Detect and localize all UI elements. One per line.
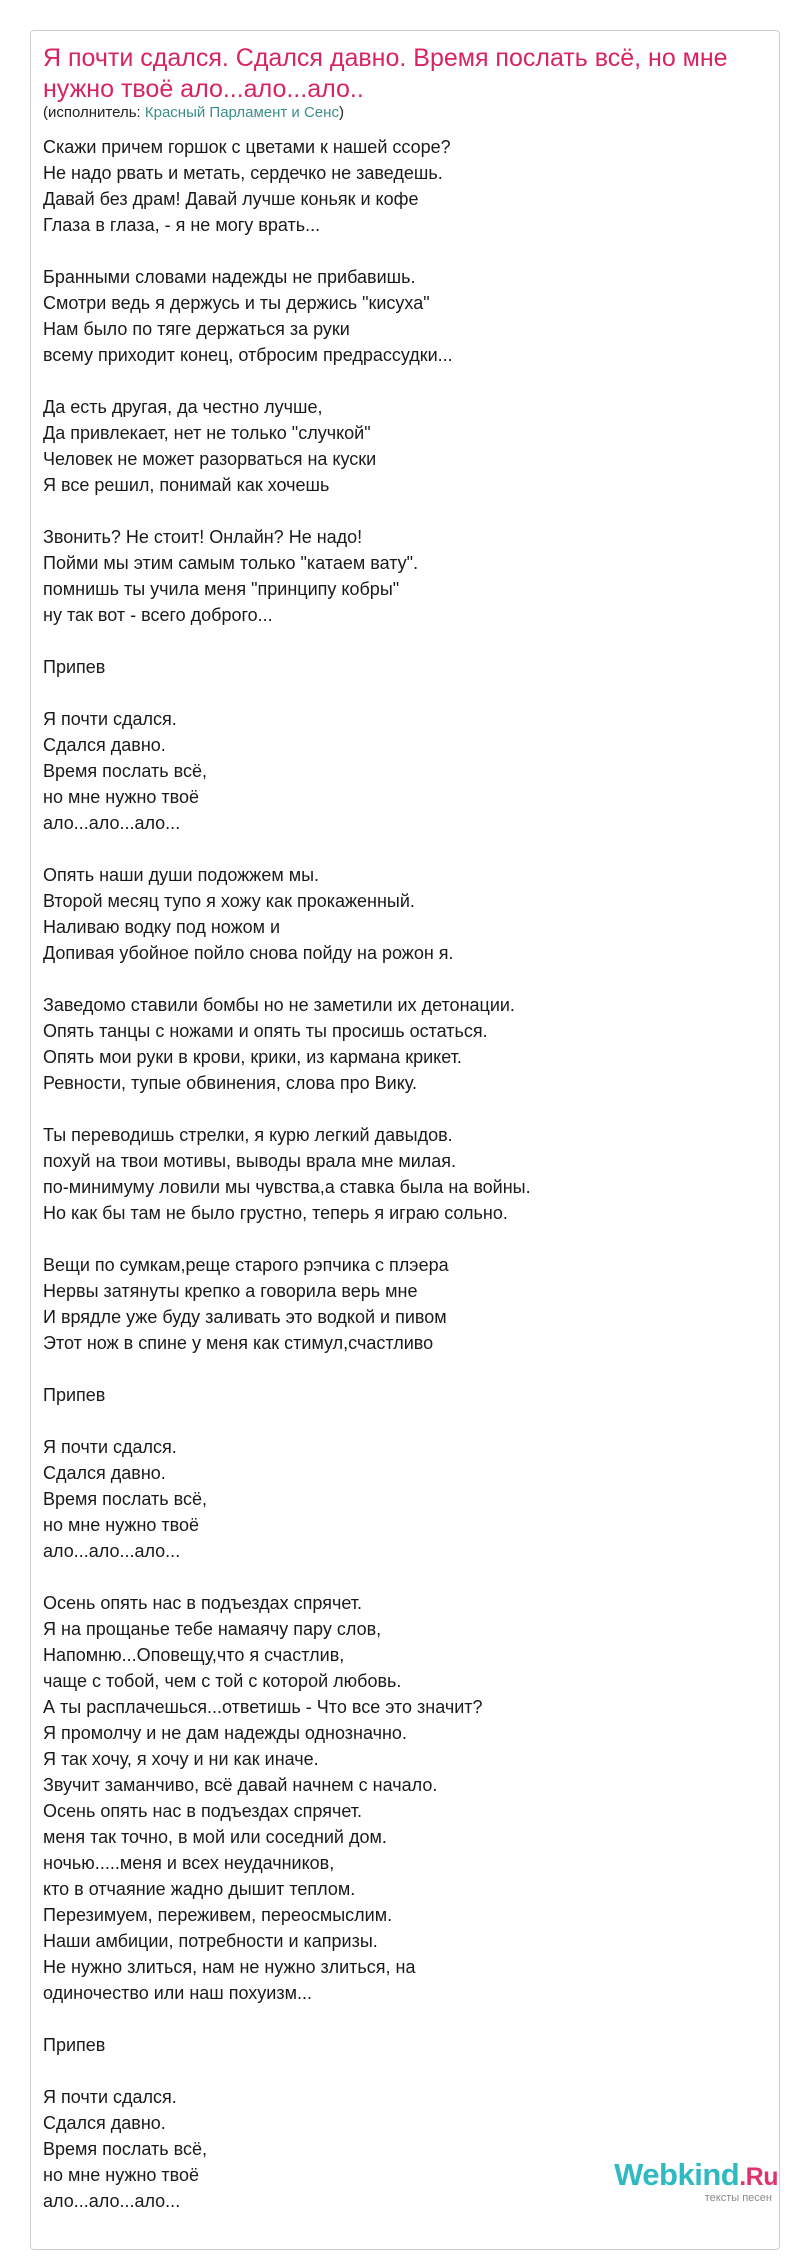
song-title: Я почти сдался. Сдался давно. Время послать всё, но мне нужно твоё ало...ало...ало..	[43, 44, 728, 103]
byline-prefix: (исполнитель:	[43, 104, 145, 121]
lyric-line: Припев	[43, 657, 106, 677]
lyric-line: Заведомо ставили бомбы но не заметили их детонации.	[43, 995, 515, 1015]
stanza-gap	[43, 1226, 763, 1252]
lyric-line: Я почти сдался.	[43, 2087, 177, 2107]
lyric-line: Бранными словами надежды не прибавишь.	[43, 267, 416, 287]
lyric-line: Я так хочу, я хочу и ни как иначе.	[43, 1749, 319, 1769]
logo-text-web: Web	[614, 2157, 678, 2192]
lyric-line: Я все решил, понимай как хочешь	[43, 475, 330, 495]
lyric-line: Перезимуем, переживем, переосмыслим.	[43, 1905, 393, 1925]
stanza-gap	[43, 1408, 763, 1434]
stanza-gap	[43, 836, 763, 862]
stanza-gap	[43, 1356, 763, 1382]
stanza-gap	[43, 628, 763, 654]
lyric-line: Звучит заманчиво, всё давай начнем с начало.	[43, 1775, 438, 1795]
lyric-line: ночью.....меня и всех неудачников,	[43, 1853, 335, 1873]
lyric-line: Второй месяц тупо я хожу как прокаженный.	[43, 891, 415, 911]
lyric-line: ало...ало...ало...	[43, 1541, 181, 1561]
lyric-line: А ты расплачешься...ответишь - Что все это значит?	[43, 1697, 483, 1717]
lyric-line: Глаза в глаза, - я не могу врать...	[43, 215, 321, 235]
lyrics-body	[43, 134, 763, 2214]
lyric-line: Не нужно злиться, нам не нужно злиться, на	[43, 1957, 416, 1977]
stanza-gap	[43, 1096, 763, 1122]
lyric-line: ало...ало...ало...	[43, 813, 181, 833]
lyric-line: всему приходит конец, отбросим предрассудки...	[43, 345, 453, 365]
lyric-line: Опять наши души подожжем мы.	[43, 865, 320, 885]
lyric-line: чаще с тобой, чем с той с которой любовь.	[43, 1671, 402, 1691]
stanza-gap	[43, 368, 763, 394]
stanza-gap	[43, 966, 763, 992]
lyrics-page	[30, 30, 780, 2250]
lyric-line: Звонить? Не стоит! Онлайн? Не надо!	[43, 527, 363, 547]
lyric-line: одиночество или наш похуизм...	[43, 1983, 312, 2003]
lyric-line: Напомню...Оповещу,что я счастлив,	[43, 1645, 345, 1665]
lyric-line: Наливаю водку под ножом и	[43, 917, 281, 937]
logo-text-ru: .Ru	[739, 2163, 778, 2191]
lyric-line: Ты переводишь стрелки, я курю легкий давыдов.	[43, 1125, 453, 1145]
lyric-line: похуй на твои мотивы, выводы врала мне милая.	[43, 1151, 457, 1171]
lyric-line: Я промолчу и не дам надежды однозначно.	[43, 1723, 407, 1743]
lyric-line: Но как бы там не было грустно, теперь я играю сольно.	[43, 1203, 508, 1223]
lyric-line: Осень опять нас в подъездах спрячет.	[43, 1801, 363, 1821]
lyric-line: Время послать всё,	[43, 2139, 208, 2159]
artist-link[interactable]: Красный Парламент и Сенс	[144, 104, 339, 121]
lyric-line: помнишь ты учила меня "принципу кобры"	[43, 579, 400, 599]
lyric-line: Смотри ведь я держусь и ты держись "кисуха"	[43, 293, 430, 313]
lyric-line: Опять мои руки в крови, крики, из кармана крикет.	[43, 1047, 462, 1067]
lyric-line: Нервы затянуты крепко а говорила верь мне	[43, 1281, 418, 1301]
lyric-line: Припев	[43, 1385, 106, 1405]
artist-byline	[43, 103, 344, 123]
lyric-line: Ревности, тупые обвинения, слова про Вику.	[43, 1073, 418, 1093]
lyric-line: ало...ало...ало...	[43, 2191, 181, 2211]
stanza-gap	[43, 238, 763, 264]
stanza-gap	[43, 2006, 763, 2032]
lyric-line: но мне нужно твоё	[43, 2165, 200, 2185]
lyric-line: Давай без драм! Давай лучше коньяк и кофе	[43, 189, 419, 209]
lyric-line: Осень опять нас в подъездах спрячет.	[43, 1593, 363, 1613]
lyric-line: ну так вот - всего доброго...	[43, 605, 273, 625]
lyric-line: Сдался давно.	[43, 2113, 166, 2133]
lyric-line: Опять танцы с ножами и опять ты просишь остаться.	[43, 1021, 488, 1041]
lyric-line: кто в отчаяние жадно дышит теплом.	[43, 1879, 356, 1899]
lyric-line: Я на прощанье тебе намаячу пару слов,	[43, 1619, 382, 1639]
lyric-line: Наши амбиции, потребности и капризы.	[43, 1931, 378, 1951]
lyric-line: Я почти сдался.	[43, 709, 177, 729]
stanza-gap	[43, 1564, 763, 1590]
lyric-line: Человек не может разорваться на куски	[43, 449, 377, 469]
lyric-line: Пойми мы этим самым только "катаем вату".	[43, 553, 419, 573]
lyric-line: меня так точно, в мой или соседний дом.	[43, 1827, 387, 1847]
lyric-line: Припев	[43, 2035, 106, 2055]
logo-text-kind: kind	[677, 2157, 740, 2192]
byline-suffix: )	[338, 104, 344, 121]
stanza-gap	[43, 2058, 763, 2084]
lyric-line: Не надо рвать и метать, сердечко не заведешь.	[43, 163, 443, 183]
lyric-line: Вещи по сумкам,реще старого рэпчика с плэера	[43, 1255, 449, 1275]
lyric-line: Нам было по тяге держаться за руки	[43, 319, 350, 339]
lyric-line: Допивая убойное пойло снова пойду на рожон я.	[43, 943, 454, 963]
lyric-line: Время послать всё,	[43, 761, 208, 781]
logo-wordmark	[614, 2158, 778, 2194]
logo-tagline: тексты песен	[704, 2192, 772, 2204]
lyric-line: И врядле уже буду заливать это водкой и пивом	[43, 1307, 447, 1327]
stanza-gap	[43, 498, 763, 524]
lyric-line: Скажи причем горшок с цветами к нашей ссоре?	[43, 137, 451, 157]
stanza-gap	[43, 680, 763, 706]
lyric-line: Сдался давно.	[43, 735, 166, 755]
webkind-logo[interactable]	[614, 2158, 778, 2204]
lyric-line: Сдался давно.	[43, 1463, 166, 1483]
lyric-line: но мне нужно твоё	[43, 1515, 200, 1535]
lyric-line: Этот нож в спине у меня как стимул,счастливо	[43, 1333, 434, 1353]
lyric-line: Да привлекает, нет не только "случкой"	[43, 423, 371, 443]
lyric-line: но мне нужно твоё	[43, 787, 200, 807]
lyric-line: Время послать всё,	[43, 1489, 208, 1509]
lyric-line: по-минимуму ловили мы чувства,а ставка была на войны.	[43, 1177, 531, 1197]
lyric-line: Да есть другая, да честно лучше,	[43, 397, 323, 417]
lyric-line: Я почти сдался.	[43, 1437, 177, 1457]
